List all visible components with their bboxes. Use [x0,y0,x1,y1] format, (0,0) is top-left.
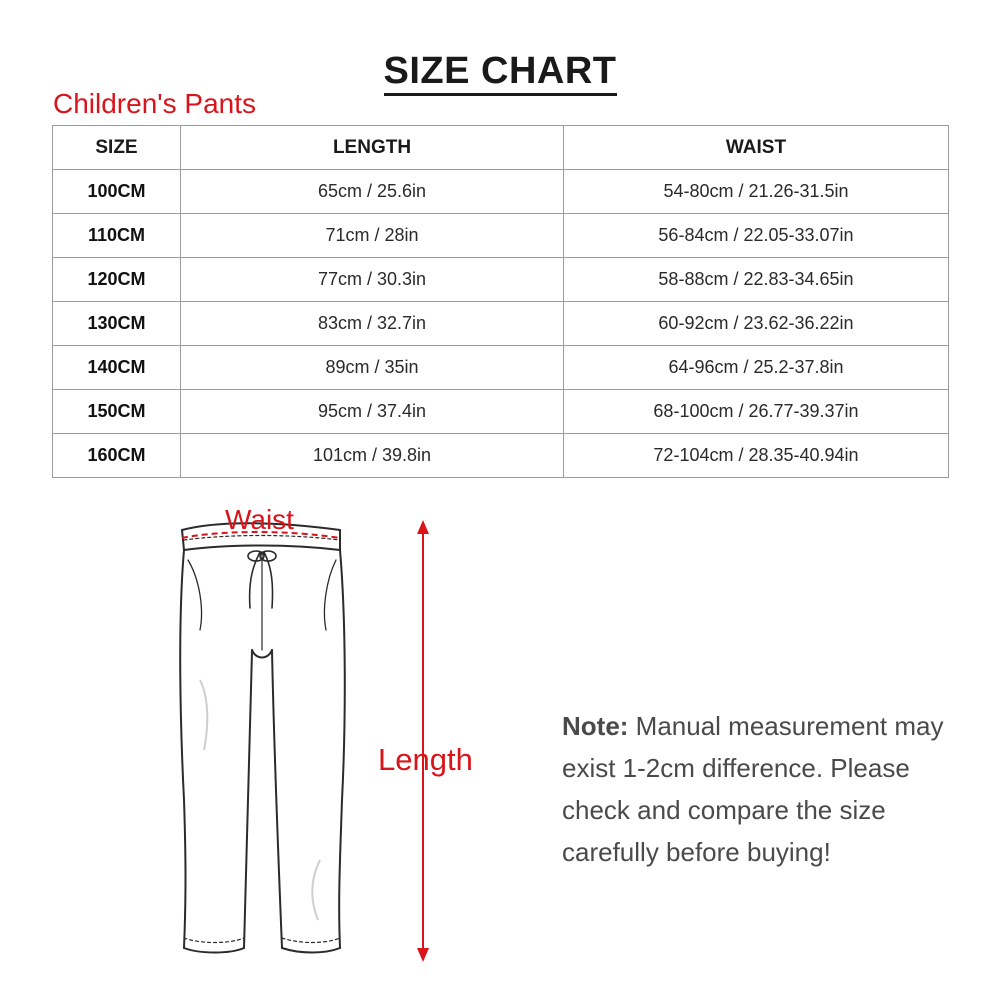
table-row [53,170,949,214]
size-cell: 130CM [53,302,181,346]
length-label: Length [378,742,473,777]
measurement-note [562,705,962,873]
header-size: SIZE [53,126,181,170]
waist-cell: 60-92cm / 23.62-36.22in [564,302,949,346]
table-row [53,258,949,302]
header-length: LENGTH [181,126,564,170]
note-label: Note: [562,711,629,741]
waist-label: Waist [225,504,294,535]
page-title-text: SIZE CHART [384,50,617,96]
page-title [0,50,1000,93]
size-cell: 100CM [53,170,181,214]
note-text: Manual measurement may exist 1-2cm difference. Please check and compare the size carefully before buying! [562,711,944,867]
waist-cell: 68-100cm / 26.77-39.37in [564,390,949,434]
header-waist: WAIST [564,126,949,170]
size-cell: 140CM [53,346,181,390]
length-cell: 101cm / 39.8in [181,434,564,478]
length-cell: 95cm / 37.4in [181,390,564,434]
table-row [53,434,949,478]
pants-illustration [160,500,500,970]
size-table [52,125,949,478]
table-row [53,346,949,390]
size-cell: 110CM [53,214,181,258]
product-subtitle: Children's Pants [53,88,256,119]
waist-cell: 56-84cm / 22.05-33.07in [564,214,949,258]
length-arrow-icon [411,520,435,962]
waist-cell: 72-104cm / 28.35-40.94in [564,434,949,478]
table-row [53,302,949,346]
size-cell: 120CM [53,258,181,302]
length-cell: 77cm / 30.3in [181,258,564,302]
waist-cell: 58-88cm / 22.83-34.65in [564,258,949,302]
length-cell: 65cm / 25.6in [181,170,564,214]
length-cell: 83cm / 32.7in [181,302,564,346]
waist-cell: 54-80cm / 21.26-31.5in [564,170,949,214]
table-header-row [53,126,949,170]
table-row [53,390,949,434]
size-cell: 160CM [53,434,181,478]
size-cell: 150CM [53,390,181,434]
waist-cell: 64-96cm / 25.2-37.8in [564,346,949,390]
table-row [53,214,949,258]
length-cell: 71cm / 28in [181,214,564,258]
length-cell: 89cm / 35in [181,346,564,390]
